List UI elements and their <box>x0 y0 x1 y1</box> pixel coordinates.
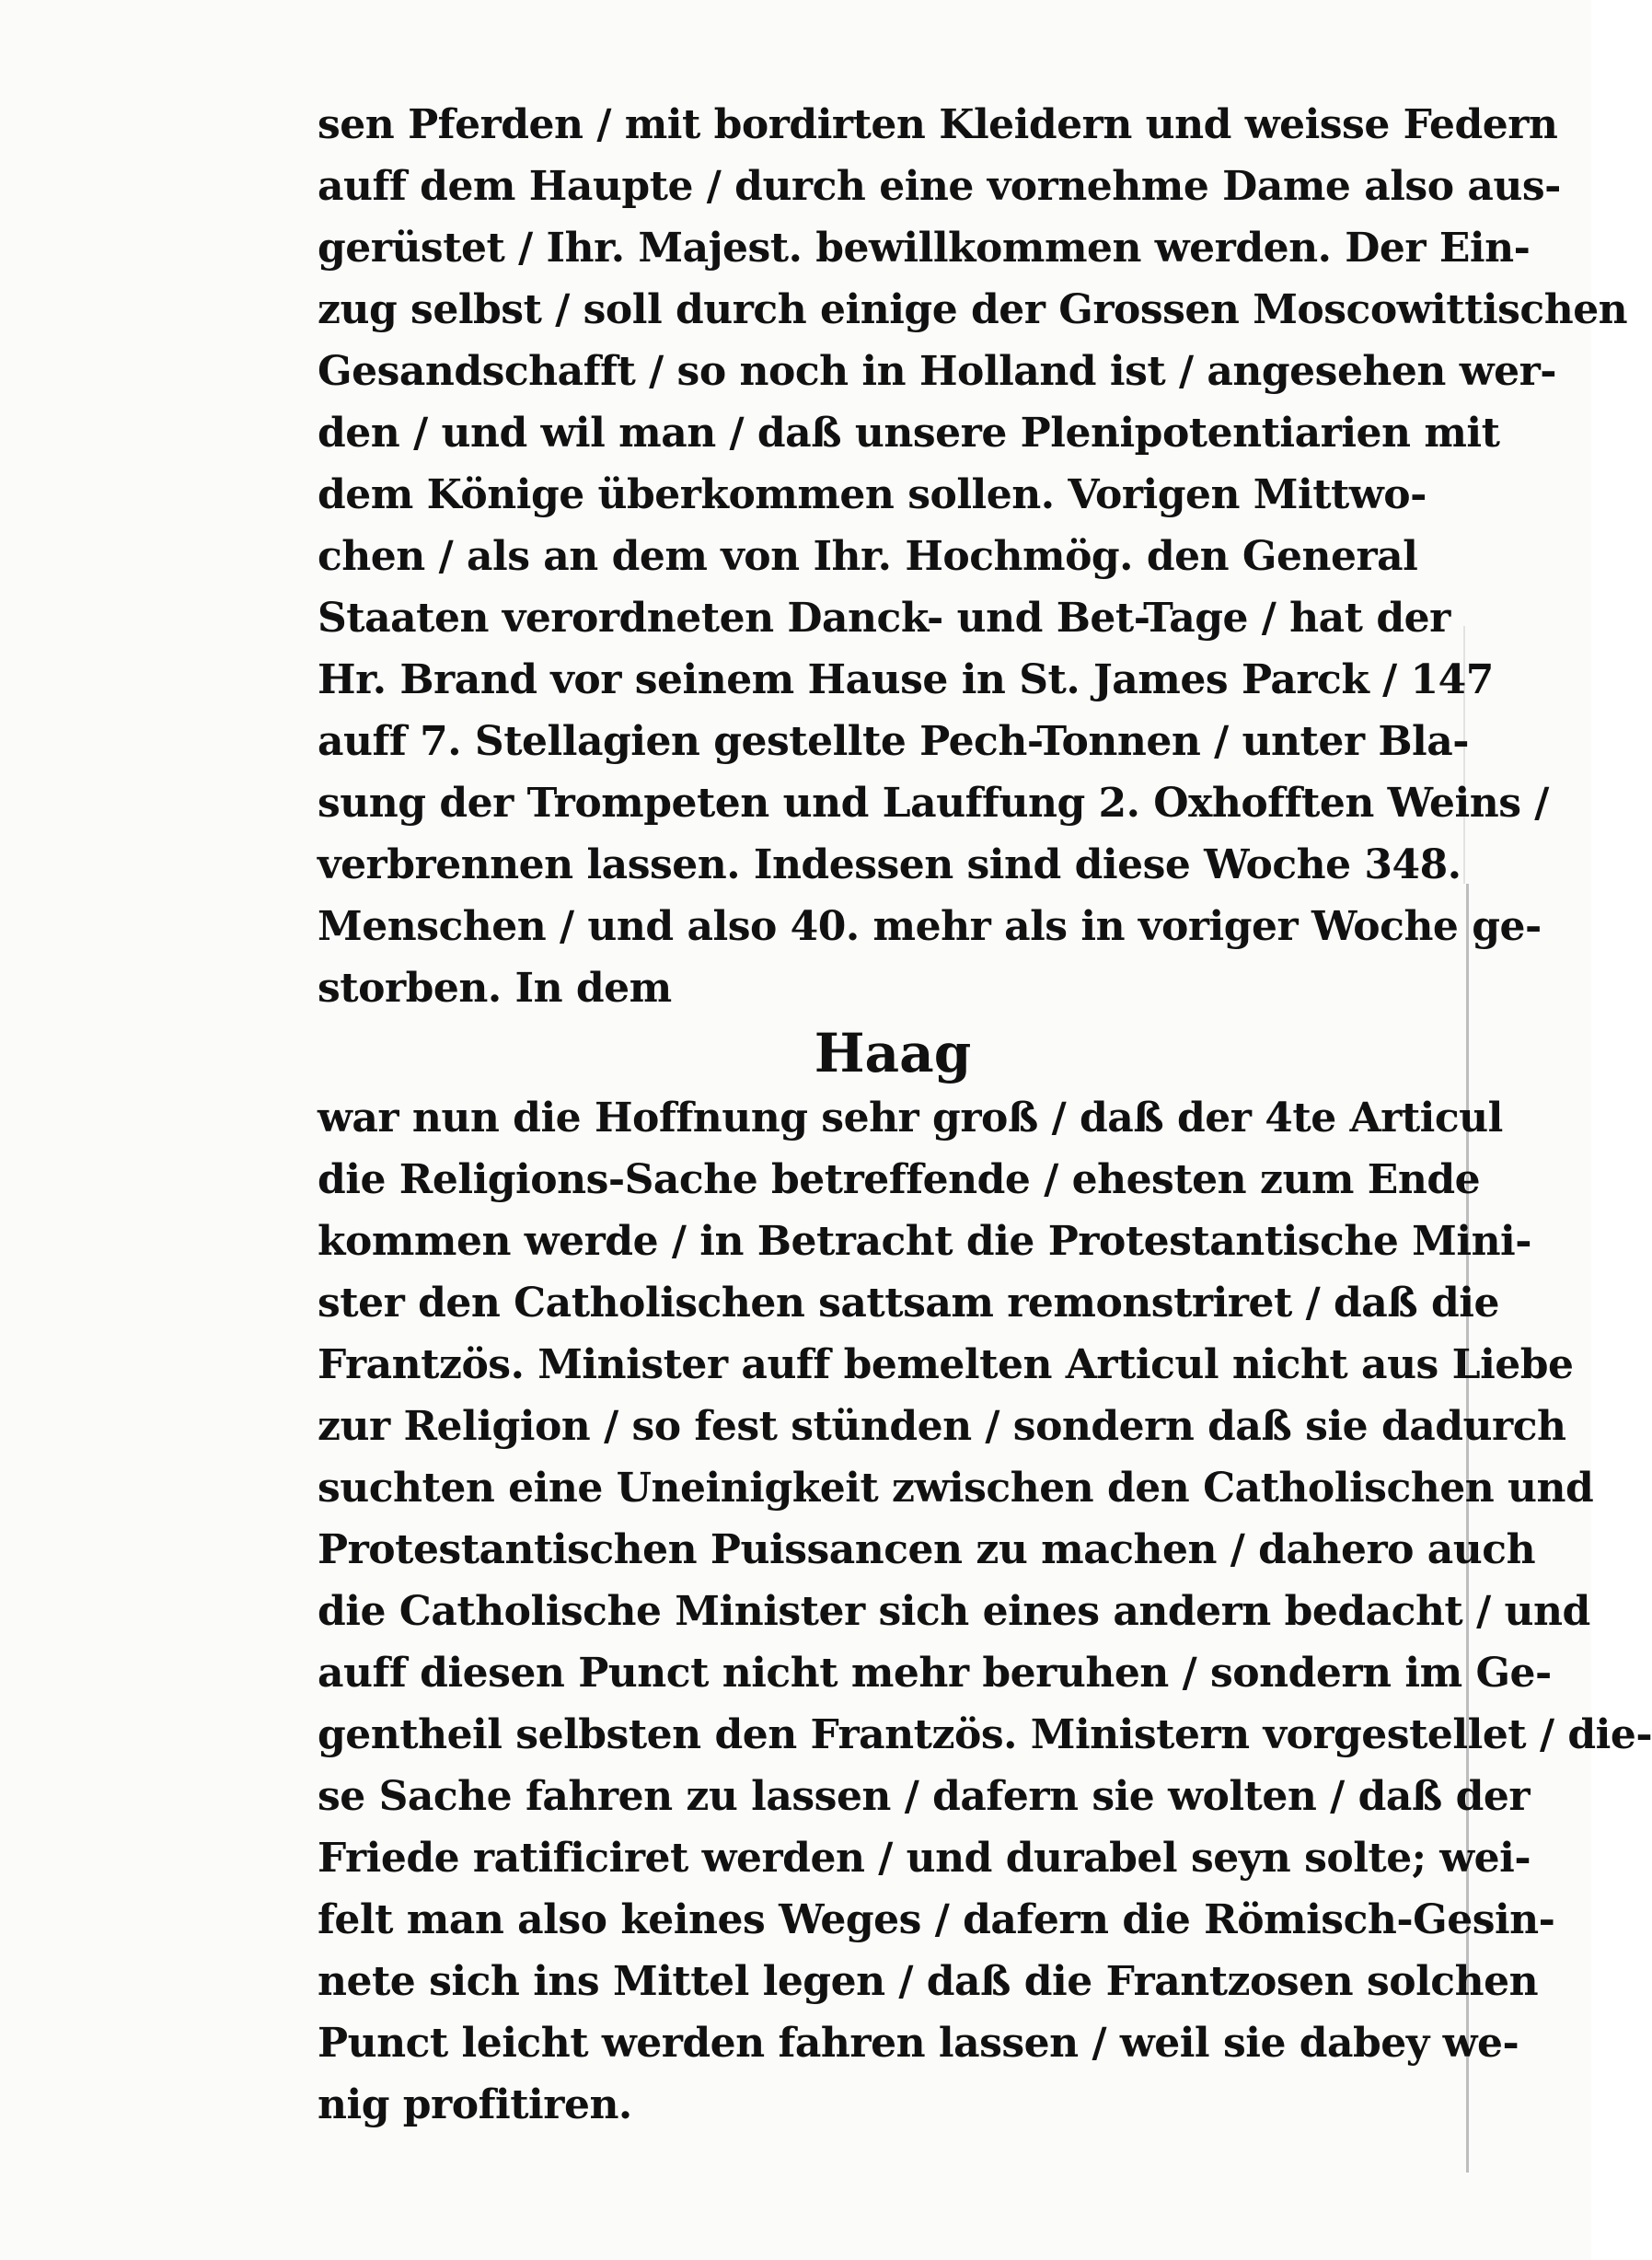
text-line: den / und wil man / daß unsere Plenipotentiarien mit <box>318 410 1500 457</box>
text-line: felt man also keines Weges / dafern die Römisch-Gesin- <box>318 1896 1555 1943</box>
text-line: auff 7. Stellagien gestellte Pech-Tonnen / unter Bla- <box>318 718 1470 765</box>
text-line: dem Könige überkommen sollen. Vorigen Mittwo- <box>318 471 1427 518</box>
text-line: ster den Catholischen sattsam remonstriret / daß die <box>318 1280 1499 1327</box>
text-line: gerüstet / Ihr. Majest. bewillkommen werden. Der Ein- <box>318 225 1531 272</box>
text-line: suchten eine Uneinigkeit zwischen den Catholischen und <box>318 1465 1594 1512</box>
text-line: Protestantischen Puissancen zu machen / dahero auch <box>318 1526 1536 1573</box>
text-line: nig profitiren. <box>318 2081 632 2128</box>
paragraph-before-heading <box>318 94 1628 1019</box>
text-line: war nun die Hoffnung sehr groß / daß der 4te Articul <box>318 1095 1503 1142</box>
text-line: verbrennen lassen. Indessen sind diese Woche 348. <box>318 841 1461 888</box>
text-line: Frantzös. Minister auff bemelten Articul nicht aus Liebe <box>318 1341 1574 1388</box>
text-line: gentheil selbsten den Frantzös. Ministern vorgestellet / die- <box>318 1711 1652 1758</box>
text-line: nete sich ins Mittel legen / daß die Frantzosen solchen <box>318 1958 1539 2005</box>
text-line: se Sache fahren zu lassen / dafern sie wolten / daß der <box>318 1773 1531 1820</box>
text-line: auff dem Haupte / durch eine vornehme Dame also aus- <box>318 163 1561 210</box>
section-heading: Haag <box>814 1022 972 1084</box>
text-line: die Catholische Minister sich eines andern bedacht / und <box>318 1588 1590 1635</box>
text-line: zur Religion / so fest stünden / sondern daß sie dadurch <box>318 1403 1566 1450</box>
text-line: Hr. Brand vor seinem Hause in St. James Parck / 147 <box>318 656 1494 703</box>
text-line: Staaten verordneten Danck- und Bet-Tage / hat der <box>318 595 1450 642</box>
text-line: die Religions-Sache betreffende / ehesten zum Ende <box>318 1156 1481 1203</box>
text-line: sen Pferden / mit bordirten Kleidern und weisse Federn <box>318 101 1558 148</box>
text-line: storben. In dem <box>318 965 672 1012</box>
text-line: zug selbst / soll durch einige der Grossen Moscowittischen <box>318 286 1628 333</box>
text-line: Gesandschafft / so noch in Holland ist / angesehen wer- <box>318 348 1557 395</box>
text-line: kommen werde / in Betracht die Protestantische Mini- <box>318 1218 1532 1265</box>
paragraph-after-heading <box>318 1087 1652 2136</box>
text-column <box>318 94 1652 2136</box>
text-line: auff diesen Punct nicht mehr beruhen / sondern im Ge- <box>318 1650 1552 1697</box>
text-line: sung der Trompeten und Lauffung 2. Oxhofften Weins / <box>318 780 1549 827</box>
text-line: Punct leicht werden fahren lassen / weil sie dabey we- <box>318 2020 1519 2067</box>
text-line: Menschen / und also 40. mehr als in voriger Woche ge- <box>318 903 1542 950</box>
text-line: Friede ratificiret werden / und durabel seyn solte; wei- <box>318 1835 1531 1882</box>
text-line: chen / als an dem von Ihr. Hochmög. den General <box>318 533 1418 580</box>
